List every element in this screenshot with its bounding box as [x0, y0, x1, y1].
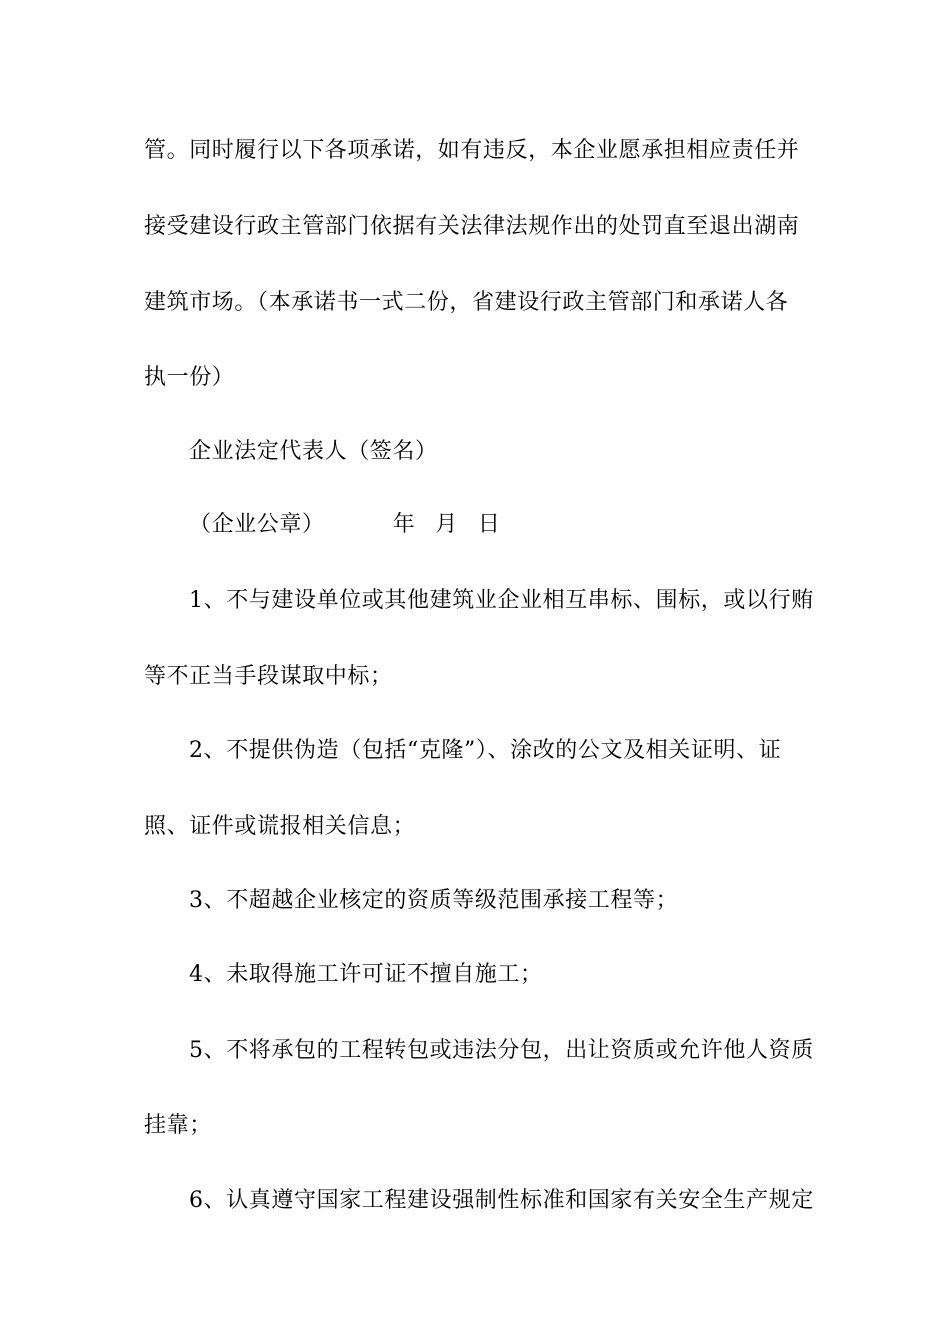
commitment-item-2-continued: 照、证件或谎报相关信息； [144, 814, 416, 839]
commitment-item-1: 1、不与建设单位或其他建筑业企业相互串标、围标，或以行贿 [189, 588, 814, 613]
paragraph-line: 建筑市场。（本承诺书一式二份，省建设行政主管部门和承诺人各 [144, 290, 789, 315]
commitment-item-5-continued: 挂靠； [144, 1113, 212, 1138]
date-month-label: 月 [435, 512, 458, 537]
commitment-item-5: 5、不将承包的工程转包或违法分包，出让资质或允许他人资质 [189, 1038, 814, 1063]
commitment-item-4: 4、未取得施工许可证不擅自施工； [189, 962, 543, 987]
paragraph-line: 管。同时履行以下各项承诺，如有违反，本企业愿承担相应责任并 [144, 138, 800, 163]
date-day-label: 日 [477, 512, 501, 537]
paragraph-line: 接受建设行政主管部门依据有关法律法规作出的处罚直至退出湖南 [144, 214, 800, 239]
paragraph-line: 执一份） [144, 365, 235, 390]
commitment-item-6: 6、认真遵守国家工程建设强制性标准和国家有关安全生产规定 [189, 1188, 814, 1213]
seal-date-row [189, 505, 500, 545]
commitment-item-3: 3、不超越企业核定的资质等级范围承接工程等； [189, 888, 679, 913]
signature-label: 企业法定代表人（签名） [189, 439, 438, 464]
commitment-item-2: 2、不提供伪造（包括“克隆”）、涂改的公文及相关证明、证 [189, 738, 782, 763]
seal-label: （企业公章） [189, 512, 325, 537]
commitment-item-1-continued: 等不正当手段谋取中标； [144, 664, 393, 689]
date-year-label: 年 [392, 512, 416, 537]
